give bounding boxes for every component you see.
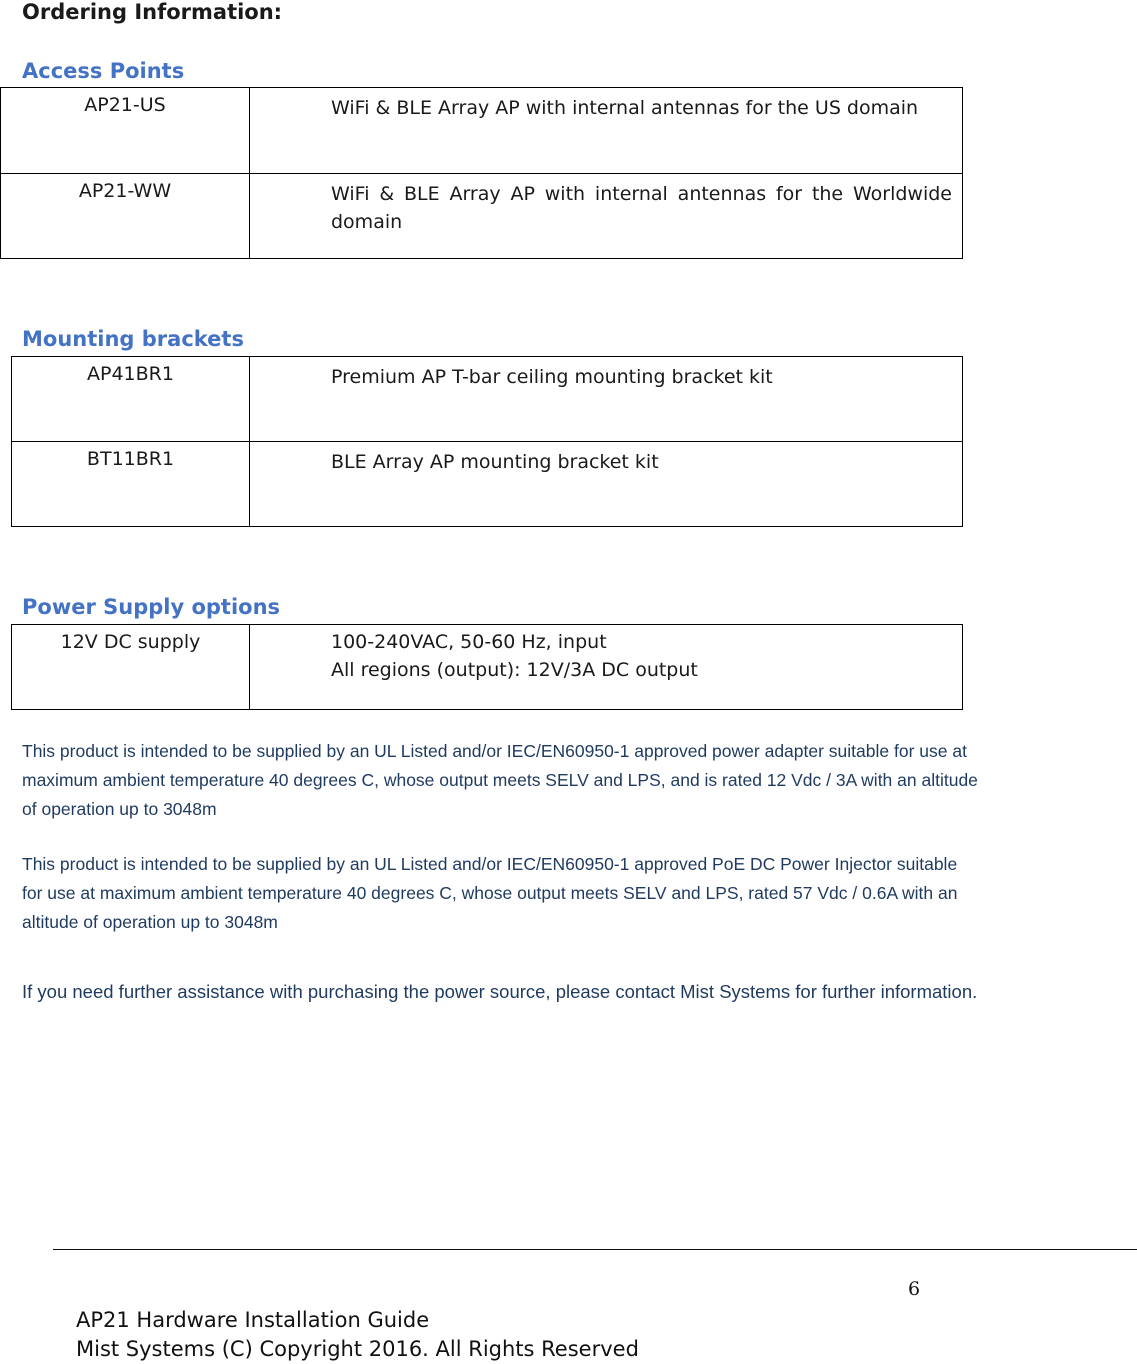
note-paragraph: This product is intended to be supplied by an UL Listed and/or IEC/EN60950-1 approved power adapter suitable for use at maximum ambient temperature 40 degrees C, whose output meets SELV and LPS, and is rated 12 Vdc / 3A with an altitude of operation up to 3048m xyxy=(22,741,978,819)
description-cell: Premium AP T-bar ceiling mounting bracket kit xyxy=(250,357,963,442)
section-title-mounting-brackets: Mounting brackets xyxy=(22,327,244,351)
description-cell xyxy=(250,625,963,710)
section-title-power-supply: Power Supply options xyxy=(22,595,281,619)
part-number-cell: AP41BR1 xyxy=(12,357,250,442)
power-supply-table xyxy=(11,624,963,710)
page-number: 6 xyxy=(908,1278,921,1300)
description-cell: BLE Array AP mounting bracket kit xyxy=(250,442,963,527)
poe-injector-note xyxy=(22,850,982,937)
table-row xyxy=(1,174,963,259)
footer-divider xyxy=(53,1249,1137,1250)
footer xyxy=(76,1306,639,1364)
page-heading: Ordering Information: xyxy=(22,0,283,24)
description-line: All regions (output): 12V/3A DC output xyxy=(331,659,698,681)
assistance-note xyxy=(22,976,982,1008)
power-adapter-note xyxy=(22,737,982,824)
section-title-access-points: Access Points xyxy=(22,59,185,83)
description-line: 100-240VAC, 50-60 Hz, input xyxy=(331,631,607,653)
description-cell: WiFi & BLE Array AP with internal antennas for the US domain xyxy=(250,88,963,174)
footer-title: AP21 Hardware Installation Guide xyxy=(76,1308,430,1332)
table-row xyxy=(12,357,963,442)
access-points-table xyxy=(0,87,963,259)
table-row xyxy=(12,625,963,710)
note-paragraph: This product is intended to be supplied by an UL Listed and/or IEC/EN60950-1 approved PoE DC Power Injector suitable for use at maximum ambient temperature 40 degrees C, whose output meets SELV and LPS, rated 57 Vdc / 0.6A with an altitude of operation up to 3048m xyxy=(22,854,958,932)
note-paragraph: If you need further assistance with purchasing the power source, please contact Mist Systems for further information. xyxy=(22,981,978,1002)
part-number-cell: AP21-US xyxy=(1,88,250,174)
table-row xyxy=(12,442,963,527)
table-row xyxy=(1,88,963,174)
description-cell: WiFi & BLE Array AP with internal antennas for the Worldwide domain xyxy=(250,174,963,259)
part-number-cell: BT11BR1 xyxy=(12,442,250,527)
footer-copyright: Mist Systems (C) Copyright 2016. All Rights Reserved xyxy=(76,1337,639,1361)
part-number-cell: AP21-WW xyxy=(1,174,250,259)
part-number-cell: 12V DC supply xyxy=(12,625,250,710)
mounting-brackets-table xyxy=(11,356,963,527)
